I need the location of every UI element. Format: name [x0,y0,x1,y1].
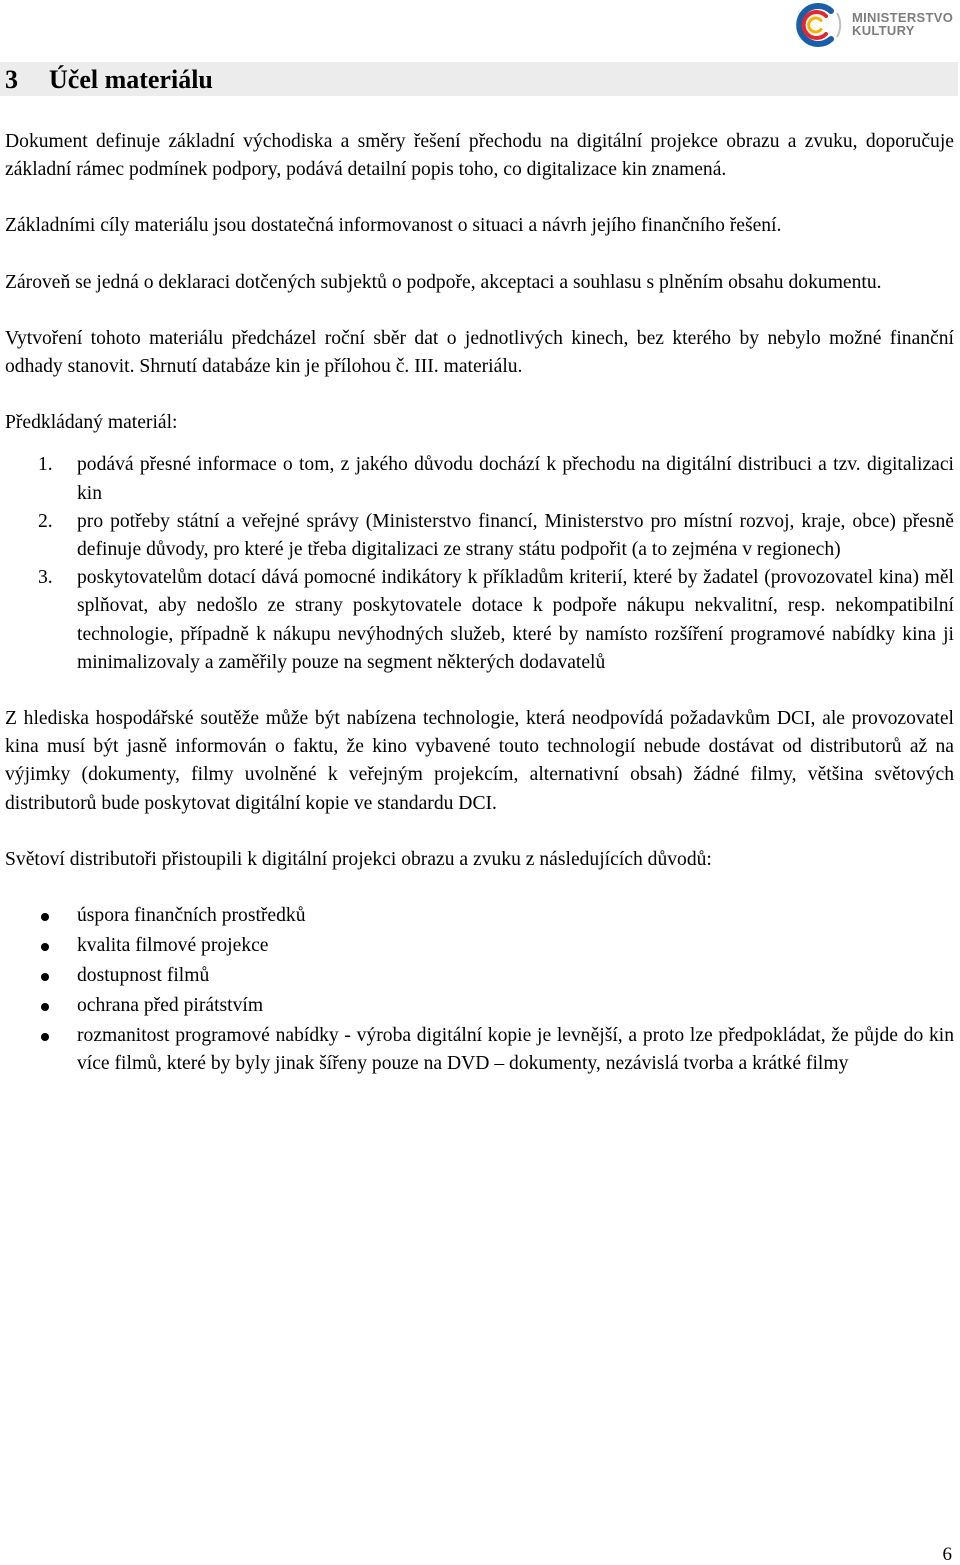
bullet-list-item [5,992,954,1020]
bullet-icon [41,1003,49,1011]
paragraph: Dokument definuje základní východiska a směry řešení přechodu na digitální projekce obrazu a zvuku, doporučuje základní rámec podmínek podpory, podává detailní popis toho, co digitalizace kin znamená. [5,131,954,181]
bullet-list-item [5,1022,954,1078]
bullet-list [5,902,954,1078]
bullet-text: ochrana před pirátstvím [77,995,264,1017]
logo-arc-red [804,12,826,38]
logo-text [852,11,953,37]
page-number: 6 [942,1544,952,1565]
bullet-icon [41,943,49,951]
numbered-list-item [5,564,954,677]
numbered-list-item [5,451,954,507]
bullet-text: úspora finančních prostředků [77,905,306,927]
numbered-list-item [5,508,954,564]
logo-arc-yellow [809,18,821,32]
paragraph: Vytvoření tohoto materiálu předcházel roční sběr dat o jednotlivých kinech, bez kterého by nebylo možné finanční odhady stanovit. Shrnutí databáze kin je přílohou č. III. materiálu. [5,327,954,378]
bullet-text: dostupnost filmů [77,965,210,987]
bullet-text: rozmanitost programové nabídky - výroba digitální kopie je levnější, a proto lze předpokládat, že půjde do kin více filmů, které by byly jinak šířeny pouze na DVD – dokumenty, nezávislá tvorba a krátké filmy [77,1025,954,1075]
bullet-list-item [5,932,954,960]
paragraph: Z hlediska hospodářské soutěže může být nabízena technologie, která neodpovídá požadavkům DCI, ale provozovatel kina musí být jasně informován o faktu, že kino vybavené touto technologií nebude dostávat od distributorů až na výjimky (dokumenty, filmy uvolněné k veřejným projekcím, alternativní obsah) žádné filmy, většina světových distributorů bude poskytovat digitální kopie ve standardu DCI. [5,708,954,814]
list-item-text: podává přesné informace o tom, z jakého důvodu dochází k přechodu na digitální distribuci a tzv. digitalizaci kin [77,454,954,504]
bullet-text: kvalita filmové projekce [77,935,269,957]
logo-line-2: KULTURY [852,23,915,38]
bullet-list-item [5,962,954,990]
document-body [5,128,954,1080]
ministry-logo-icon [790,2,848,48]
paragraph: Základními cíly materiálu jsou dostatečná informovanost o situaci a návrh jejího finančního řešení. [5,215,782,237]
list-item-text: poskytovatelům dotací dává pomocné indikátory k příkladům kriterií, které by žadatel (provozovatel kina) měl splňovat, aby nedošlo ze strany poskytovatele dotace k podpoře nákupu nekvalitní, resp. nekompatibilní technologie, případně k nákupu nevýhodných služeb, které by namísto rozšíření programové nabídky kina ji minimalizovaly a zaměřily pouze na segment některých dodavatelů [77,567,954,673]
section-title: Účel materiálu [49,65,213,94]
bullet-icon [41,913,49,921]
ministry-logo [790,2,956,48]
bullet-icon [41,973,49,981]
logo-line-1: MINISTERSTVO [852,10,954,25]
list-number: 2. [38,510,53,532]
paragraph: Zároveň se jedná o deklaraci dotčených subjektů o podpoře, akceptaci a souhlasu s plněním obsahu dokumentu. [5,271,882,293]
list-number: 1. [38,454,53,476]
numbered-list [5,451,954,677]
section-number: 3 [5,65,18,94]
list-number: 3. [38,567,53,589]
section-heading-bar [0,62,958,96]
paragraph-list-intro: Předkládaný materiál: [5,412,178,434]
bullet-list-item [5,902,954,930]
bullet-icon [41,1033,49,1041]
list-item-text: pro potřeby státní a veřejné správy (Ministerstvo financí, Ministerstvo pro místní rozvoj, kraje, obce) přesně definuje důvody, pro které je třeba digitalizaci ze strany státu podpořit (a to zejména v regionech) [77,510,954,561]
paragraph: Světoví distributoři přistoupili k digitální projekci obrazu a zvuku z následujících důvodů: [5,848,712,870]
logo-arc-grey [837,13,840,37]
section-heading [0,62,958,98]
